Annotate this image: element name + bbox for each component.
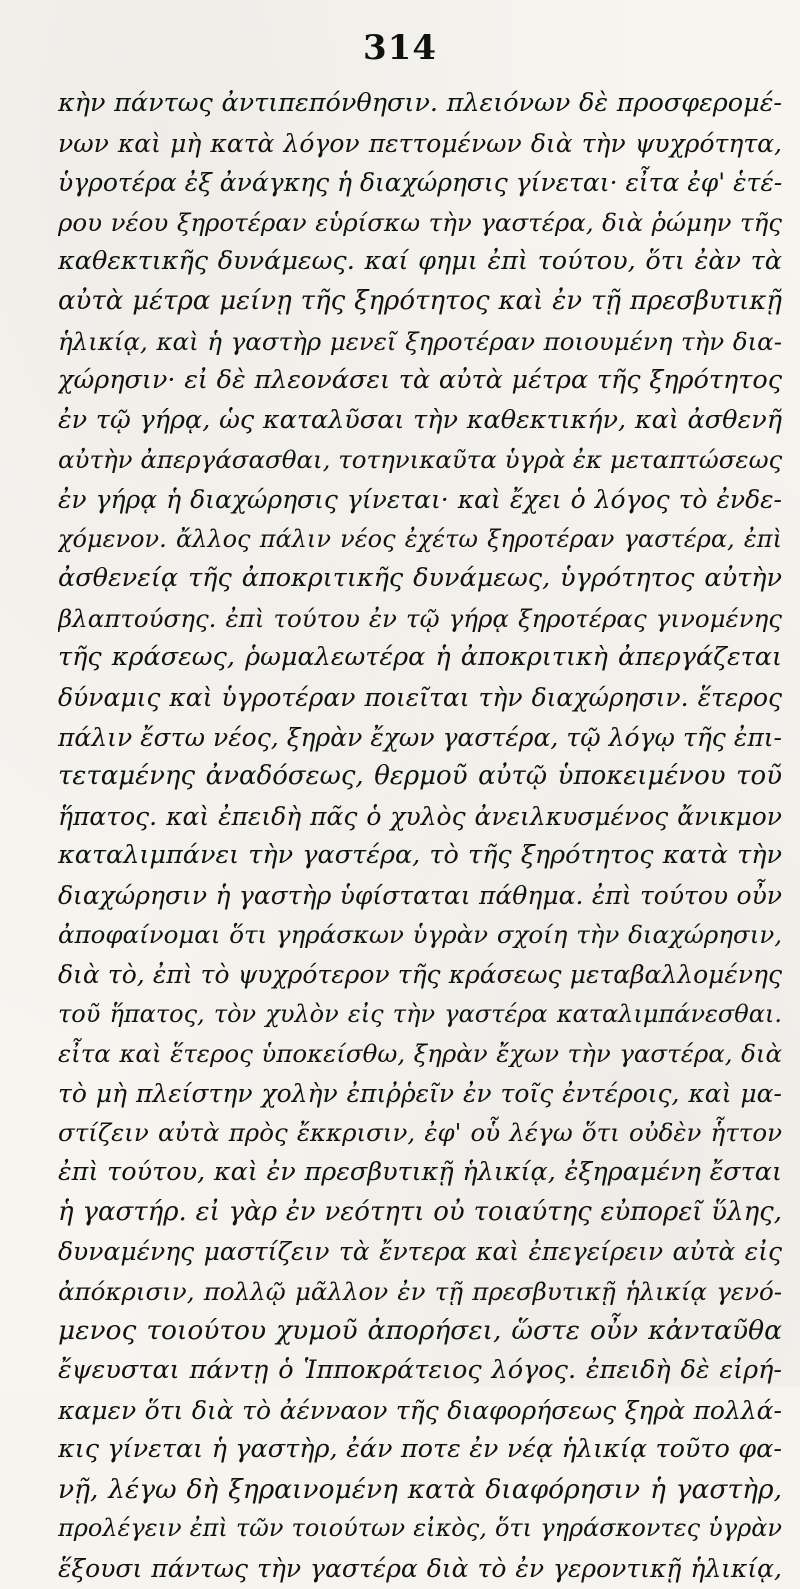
text-line: στίζειν αὐτὰ πρὸς ἔκκρισιν, ἐφ' οὗ λέγω ὅτι οὐδὲν ἧττον — [58, 1118, 782, 1148]
text-line: ἀποφαίνομαι ὅτι γηράσκων ὑγρὰν σχοίη τὴν διαχώρησιν, — [58, 920, 782, 950]
text-line: δυναμένης μαστίζειν τὰ ἔντερα καὶ ἐπεγείρειν αὐτὰ εἰς — [58, 1237, 782, 1267]
text-line: τῆς κράσεως, ῥωμαλεωτέρα ἡ ἀποκριτικὴ ἀπεργάζεται — [58, 642, 782, 673]
text-line: ρου νέου ξηροτέραν εὑρίσκω τὴν γαστέρα, διὰ ῥώμην τῆς — [58, 207, 782, 237]
text-line: ἔψευσται πάντῃ ὁ Ἱπποκράτειος λόγος. ἐπειδὴ δὲ εἰρή- — [58, 1355, 782, 1385]
text-line: πάλιν ἔστω νέος, ξηρὰν ἔχων γαστέρα, τῷ λόγῳ τῆς ἐπι- — [58, 722, 782, 752]
text-line: μενος τοιούτου χυμοῦ ἀπορήσει, ὥστε οὖν κἀνταῦθα — [58, 1315, 782, 1347]
text-line: ἡ γαστήρ. εἰ γὰρ ἐν νεότητι οὐ τοιαύτης εὐπορεῖ ὕλης, — [58, 1196, 782, 1227]
body-text — [58, 84, 782, 1589]
text-line: διὰ τὸ, ἐπὶ τὸ ψυχρότερον τῆς κράσεως μεταβαλλομένης — [58, 960, 782, 990]
text-line: ἥπατος. καὶ ἐπειδὴ πᾶς ὁ χυλὸς ἀνειλκυσμένος ἄνικμον — [58, 801, 782, 831]
text-line: ἀσθενείᾳ τῆς ἀποκριτικῆς δυνάμεως, ὑγρότητος αὐτὴν — [58, 563, 782, 594]
text-line: ὑγροτέρα ἐξ ἀνάγκης ἡ διαχώρησις γίνεται· εἶτα ἐφ' ἑτέ- — [58, 168, 782, 198]
text-line: βλαπτούσης. ἐπὶ τούτου ἐν τῷ γήρᾳ ξηροτέρας γινομένης — [58, 603, 782, 633]
text-line: διαχώρησιν ἡ γαστὴρ ὑφίσταται πάθημα. ἐπὶ τούτου οὖν — [58, 880, 782, 910]
text-line: αὐτὰ μέτρα μείνῃ τῆς ξηρότητος καὶ ἐν τῇ πρεσβυτικῇ — [58, 285, 782, 316]
text-line: ἡλικίᾳ, καὶ ἡ γαστὴρ μενεῖ ξηροτέραν ποιουμένη τὴν δια- — [58, 326, 782, 356]
text-line: κις γίνεται ἡ γαστὴρ, ἐάν ποτε ἐν νέᾳ ἡλικίᾳ τοῦτο φα- — [58, 1434, 782, 1465]
text-line: ἀπόκρισιν, πολλῷ μᾶλλον ἐν τῇ πρεσβυτικῇ ἡλικίᾳ γενό- — [58, 1276, 782, 1306]
text-line: ἐπὶ τούτου, καὶ ἐν πρεσβυτικῇ ἡλικίᾳ, ἐξηραμένη ἔσται — [58, 1157, 782, 1188]
text-line: ἕξουσι πάντως τὴν γαστέρα διὰ τὸ ἐν γεροντικῇ ἡλικίᾳ, — [58, 1553, 782, 1583]
text-line: τοῦ ἥπατος, τὸν χυλὸν εἰς τὴν γαστέρα καταλιμπάνεσθαι. — [58, 999, 782, 1028]
text-line: ἐν τῷ γήρᾳ, ὡς καταλῦσαι τὴν καθεκτικήν, καὶ ἀσθενῆ — [58, 404, 782, 435]
text-line: καταλιμπάνει τὴν γαστέρα, τὸ τῆς ξηρότητος κατὰ τὴν — [58, 840, 782, 871]
text-line: αὐτὴν ἀπεργάσασθαι, τοτηνικαῦτα ὑγρὰ ἐκ μεταπτώσεως — [58, 445, 782, 475]
page-number: 314 — [363, 28, 437, 68]
text-line: τὸ μὴ πλείστην χολὴν ἐπιῤῥεῖν ἐν τοῖς ἐντέροις, καὶ μα- — [58, 1078, 782, 1108]
text-line: κὴν πάντως ἀντιπεπόνθησιν. πλειόνων δὲ προσφερομέ- — [58, 88, 782, 118]
text-line: ἐν γήρᾳ ἡ διαχώρησις γίνεται· καὶ ἔχει ὁ λόγος τὸ ἐνδε- — [58, 484, 782, 514]
text-line: νων καὶ μὴ κατὰ λόγον πεττομένων διὰ τὴν ψυχρότητα, — [58, 128, 782, 158]
text-line: χώρησιν· εἰ δὲ πλεονάσει τὰ αὐτὰ μέτρα τῆς ξηρότητος — [58, 365, 782, 396]
text-line: τεταμένης ἀναδόσεως, θερμοῦ αὐτῷ ὑποκειμένου τοῦ — [58, 761, 782, 792]
text-line: προλέγειν ἐπὶ τῶν τοιούτων εἰκὸς, ὅτι γηράσκοντες ὑγρὰν — [58, 1514, 782, 1543]
text-line: χόμενον. ἄλλος πάλιν νέος ἐχέτω ξηροτέραν γαστέρα, ἐπὶ — [58, 524, 782, 553]
text-line: νῇ, λέγω δὴ ξηραινομένη κατὰ διαφόρησιν ἡ γαστὴρ, — [58, 1473, 782, 1505]
text-line: εἶτα καὶ ἕτερος ὑποκείσθω, ξηρὰν ἔχων τὴν γαστέρα, διὰ — [58, 1039, 782, 1069]
text-line: καμεν ὅτι διὰ τὸ ἀένναον τῆς διαφορήσεως ξηρὰ πολλά- — [58, 1395, 782, 1425]
text-line: καθεκτικῆς δυνάμεως. καί φημι ἐπὶ τούτου, ὅτι ἐὰν τὰ — [58, 246, 782, 277]
text-line: δύναμις καὶ ὑγροτέραν ποιεῖται τὴν διαχώρησιν. ἕτερος — [58, 682, 782, 712]
